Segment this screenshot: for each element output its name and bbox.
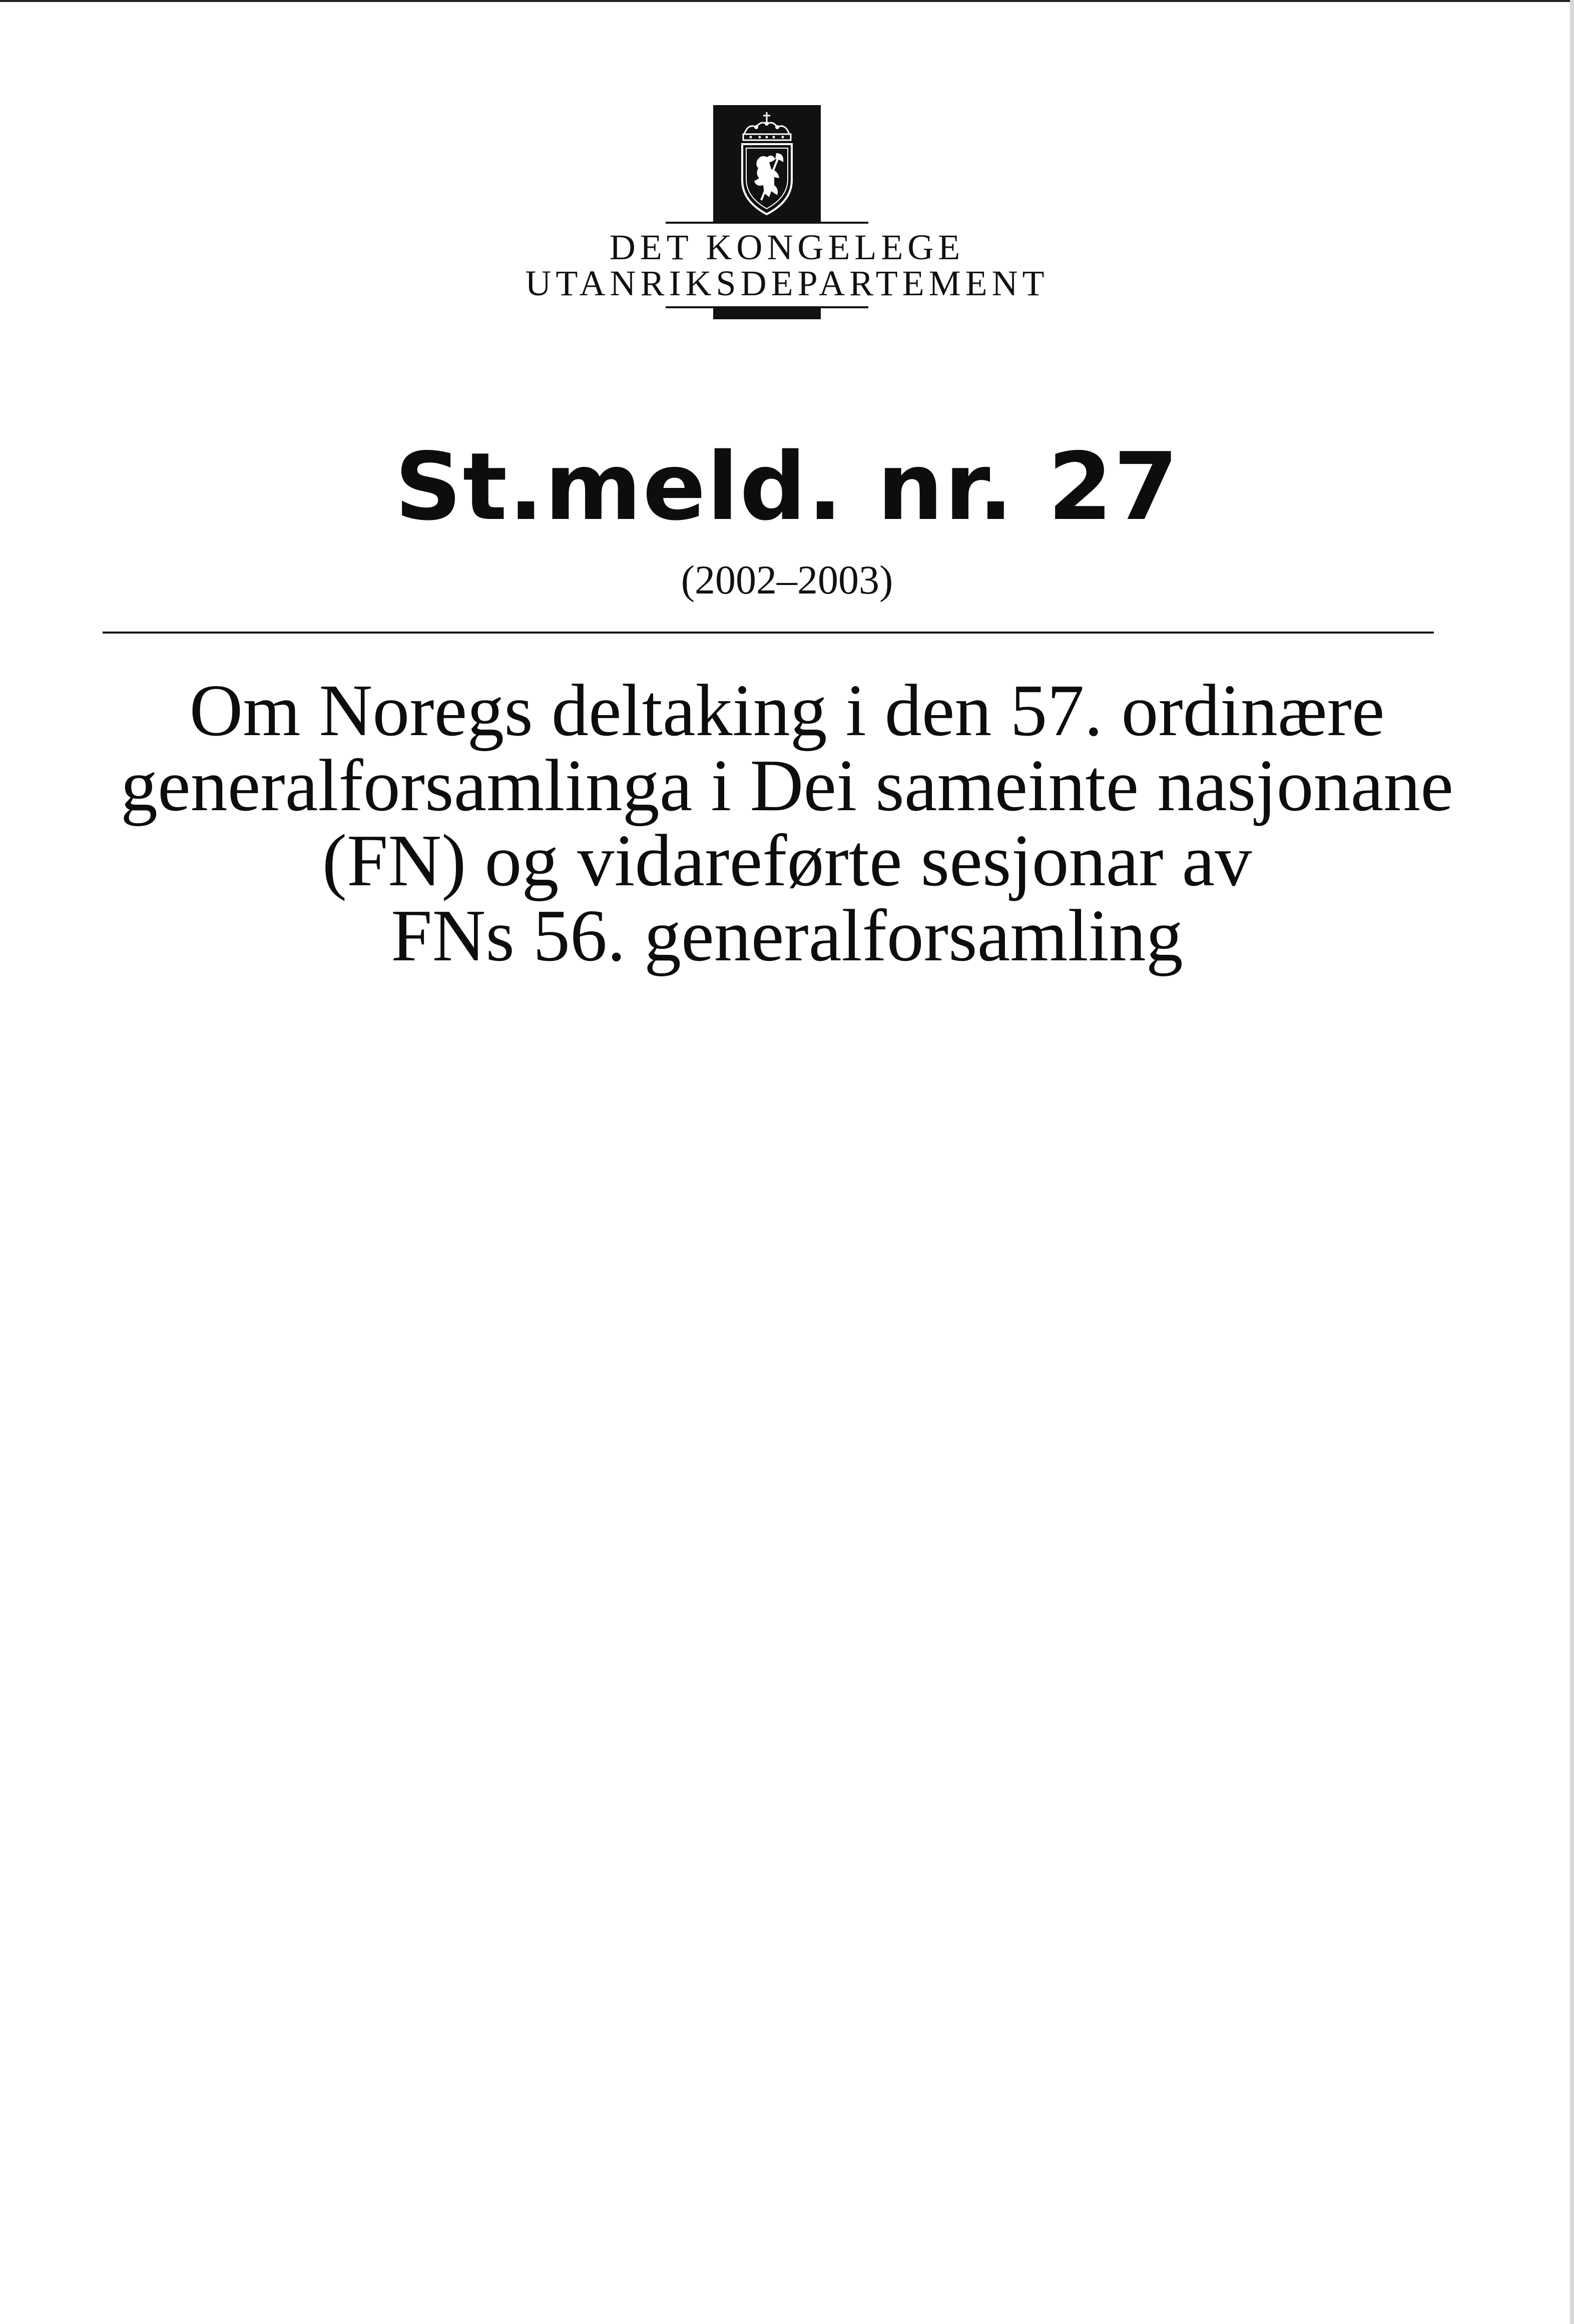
document-title (75, 670, 1499, 977)
coat-of-arms-icon (713, 105, 821, 223)
page-edge-shadow (1570, 0, 1574, 2324)
page-top-rule (0, 0, 1574, 2)
session-years: (2002–2003) (681, 557, 893, 603)
ministry-name-line-1: DET KONGELEGE (609, 227, 965, 267)
title-divider (103, 632, 1434, 634)
title-line-1: Om Noregs deltaking i den 57. ordinære (189, 670, 1385, 752)
ministry-name-line-2: UTANRIKSDEPARTEMENT (525, 263, 1049, 303)
ministry-rule-top (666, 222, 868, 224)
title-line-4: FNs 56. generalforsamling (391, 895, 1183, 977)
title-line-2: generalforsamlinga i Dei sameinte nasjonane (121, 745, 1453, 827)
ministry-rule-bar (713, 306, 821, 319)
document-number: St.meld. nr. 27 (394, 432, 1180, 541)
title-line-3: (FN) og vidareførte sesjonar av (322, 820, 1252, 902)
